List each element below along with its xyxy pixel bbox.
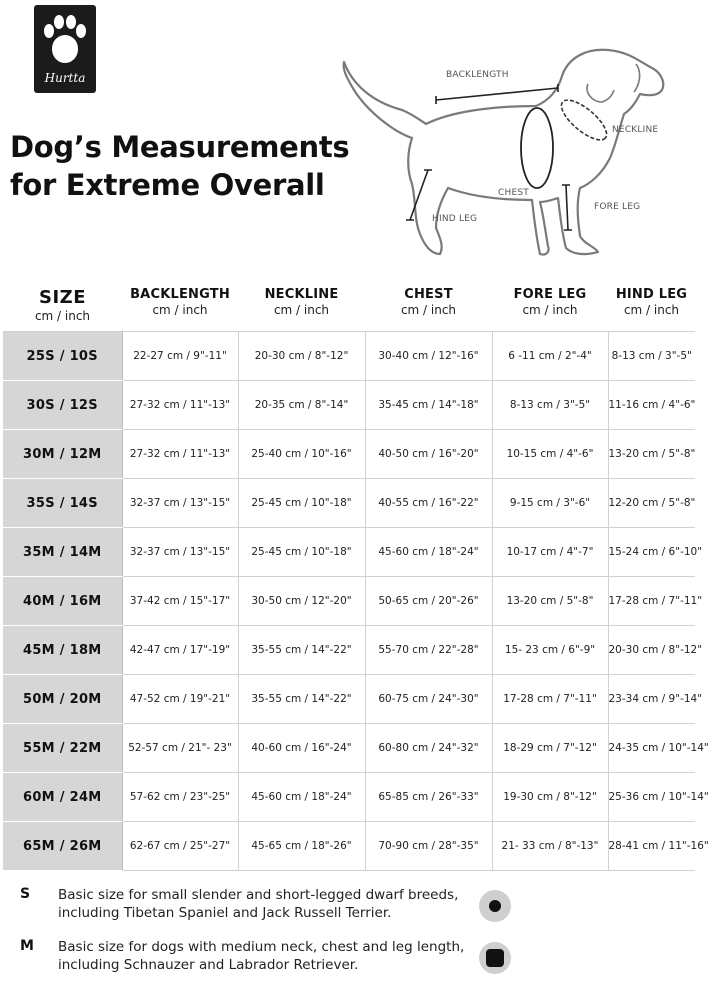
measurement-cell: 20-30 cm / 8"-12" [608, 626, 695, 675]
size-cell: 35M / 14M [3, 528, 122, 577]
measurement-cell: 32-37 cm / 13"-15" [122, 528, 238, 577]
measurement-cell: 30-50 cm / 12"-20" [238, 577, 365, 626]
measurement-cell: 10-15 cm / 4"-6" [492, 430, 608, 479]
table-row [3, 332, 695, 381]
measurement-cell: 60-75 cm / 24"-30" [365, 675, 492, 724]
measurement-cell: 20-35 cm / 8"-14" [238, 381, 365, 430]
measurement-cell: 65-85 cm / 26"-33" [365, 773, 492, 822]
measurement-cell: 13-20 cm / 5"-8" [492, 577, 608, 626]
table-row [3, 577, 695, 626]
measurement-cell: 25-45 cm / 10"-18" [238, 479, 365, 528]
measurement-cell: 40-50 cm / 16"-20" [365, 430, 492, 479]
logo-text: Hurtta [44, 71, 86, 85]
measurement-cell: 13-20 cm / 5"-8" [608, 430, 695, 479]
header-size: SIZE cm / inch [34, 287, 91, 323]
measurement-cell: 28-41 cm / 11"-16" [608, 822, 695, 871]
note-letter: S [20, 886, 31, 902]
measurement-cell: 12-20 cm / 5"-8" [608, 479, 695, 528]
table-row [3, 528, 695, 577]
measurement-cell: 30-40 cm / 12"-16" [365, 332, 492, 381]
measurement-cell: 20-30 cm / 8"-12" [238, 332, 365, 381]
measurement-cell: 6 -11 cm / 2"-4" [492, 332, 608, 381]
measurement-cell: 25-36 cm / 10"-14" [608, 773, 695, 822]
size-cell: 65M / 26M [3, 822, 122, 871]
measurement-cell: 55-70 cm / 22"-28" [365, 626, 492, 675]
size-cell: 40M / 16M [3, 577, 122, 626]
dog-measurement-diagram [340, 40, 710, 265]
square-dot-icon [479, 942, 511, 974]
measurement-cell: 17-28 cm / 7"-11" [608, 577, 695, 626]
measurement-cell: 25-45 cm / 10"-18" [238, 528, 365, 577]
measurement-cell: 17-28 cm / 7"-11" [492, 675, 608, 724]
note-text: Basic size for small slender and short-legged dwarf breeds, including Tibetan Spaniel and Jack Russell Terrier. [58, 887, 459, 921]
header-chest: CHEST cm / inch [400, 287, 457, 317]
measurement-cell: 11-16 cm / 4"-6" [608, 381, 695, 430]
page-title [10, 128, 349, 204]
measurement-cell: 50-65 cm / 20"-26" [365, 577, 492, 626]
measurement-cell: 45-60 cm / 18"-24" [365, 528, 492, 577]
size-cell: 35S / 14S [3, 479, 122, 528]
measurement-cell: 19-30 cm / 8"-12" [492, 773, 608, 822]
measurement-cell: 25-40 cm / 10"-16" [238, 430, 365, 479]
measurement-cell: 22-27 cm / 9"-11" [122, 332, 238, 381]
measurement-cell: 9-15 cm / 3"-6" [492, 479, 608, 528]
paw-icon [34, 9, 96, 71]
measurement-cell: 47-52 cm / 19"-21" [122, 675, 238, 724]
measurement-cell: 35-45 cm / 14"-18" [365, 381, 492, 430]
size-cell: 45M / 18M [3, 626, 122, 675]
header-fore-leg: FORE LEG cm / inch [513, 287, 587, 317]
measurement-cell: 62-67 cm / 25"-27" [122, 822, 238, 871]
table-row [3, 626, 695, 675]
measurement-cell: 45-60 cm / 18"-24" [238, 773, 365, 822]
measurement-cell: 8-13 cm / 3"-5" [608, 332, 695, 381]
measurement-cell: 60-80 cm / 24"-32" [365, 724, 492, 773]
measurement-cell: 35-55 cm / 14"-22" [238, 626, 365, 675]
measurement-cell: 23-34 cm / 9"-14" [608, 675, 695, 724]
title-line-2: for Extreme Overall [10, 168, 325, 202]
table-row [3, 822, 695, 871]
measurement-cell: 40-55 cm / 16"-22" [365, 479, 492, 528]
measurement-cell: 52-57 cm / 21"- 23" [122, 724, 238, 773]
brand-logo [34, 5, 96, 93]
note-text: Basic size for dogs with medium neck, chest and leg length, including Schnauzer and Labrador Retriever. [58, 939, 465, 973]
size-cell: 50M / 20M [3, 675, 122, 724]
table-row [3, 479, 695, 528]
title-line-1: Dog’s Measurements [10, 130, 350, 164]
measurement-cell: 27-32 cm / 11"-13" [122, 381, 238, 430]
measurement-cell: 15-24 cm / 6"-10" [608, 528, 695, 577]
measurement-cell: 42-47 cm / 17"-19" [122, 626, 238, 675]
table-row [3, 381, 695, 430]
backlength-label: BACKLENGTH [446, 70, 509, 80]
measurement-cell: 40-60 cm / 16"-24" [238, 724, 365, 773]
measurement-cell: 32-37 cm / 13"-15" [122, 479, 238, 528]
round-dot-icon [479, 890, 511, 922]
measurement-cell: 57-62 cm / 23"-25" [122, 773, 238, 822]
hind-leg-label: HIND LEG [432, 214, 478, 224]
measurement-cell: 10-17 cm / 4"-7" [492, 528, 608, 577]
table-body [3, 332, 709, 871]
measurement-cell: 21- 33 cm / 8"-13" [492, 822, 608, 871]
measurement-cell: 35-55 cm / 14"-22" [238, 675, 365, 724]
measurement-cell: 37-42 cm / 15"-17" [122, 577, 238, 626]
table-row [3, 430, 695, 479]
size-cell: 30S / 12S [3, 381, 122, 430]
size-notes [20, 884, 710, 988]
note-letter: M [20, 938, 34, 954]
neckline-label: NECKLINE [612, 125, 659, 135]
table-row [3, 675, 695, 724]
header-backlength: BACKLENGTH cm / inch [130, 287, 230, 317]
measurement-cell: 70-90 cm / 28"-35" [365, 822, 492, 871]
note-medium [20, 936, 710, 988]
table-header-row [3, 282, 695, 332]
size-cell: 25S / 10S [3, 332, 122, 381]
header-neckline: NECKLINE cm / inch [264, 287, 339, 317]
measurement-cell: 18-29 cm / 7"-12" [492, 724, 608, 773]
table-row [3, 724, 695, 773]
dog-illustration [340, 40, 710, 265]
measurement-cell: 24-35 cm / 10"-14" [608, 724, 695, 773]
size-cell: 60M / 24M [3, 773, 122, 822]
chest-label: CHEST [498, 188, 529, 198]
table-row [3, 773, 695, 822]
header-hind-leg: HIND LEG cm / inch [615, 287, 688, 317]
note-small [20, 884, 710, 936]
measurement-cell: 27-32 cm / 11"-13" [122, 430, 238, 479]
size-cell: 30M / 12M [3, 430, 122, 479]
measurement-cell: 15- 23 cm / 6"-9" [492, 626, 608, 675]
measurement-cell: 45-65 cm / 18"-26" [238, 822, 365, 871]
size-cell: 55M / 22M [3, 724, 122, 773]
size-table [3, 282, 709, 871]
fore-leg-label: FORE LEG [594, 202, 641, 212]
measurement-cell: 8-13 cm / 3"-5" [492, 381, 608, 430]
